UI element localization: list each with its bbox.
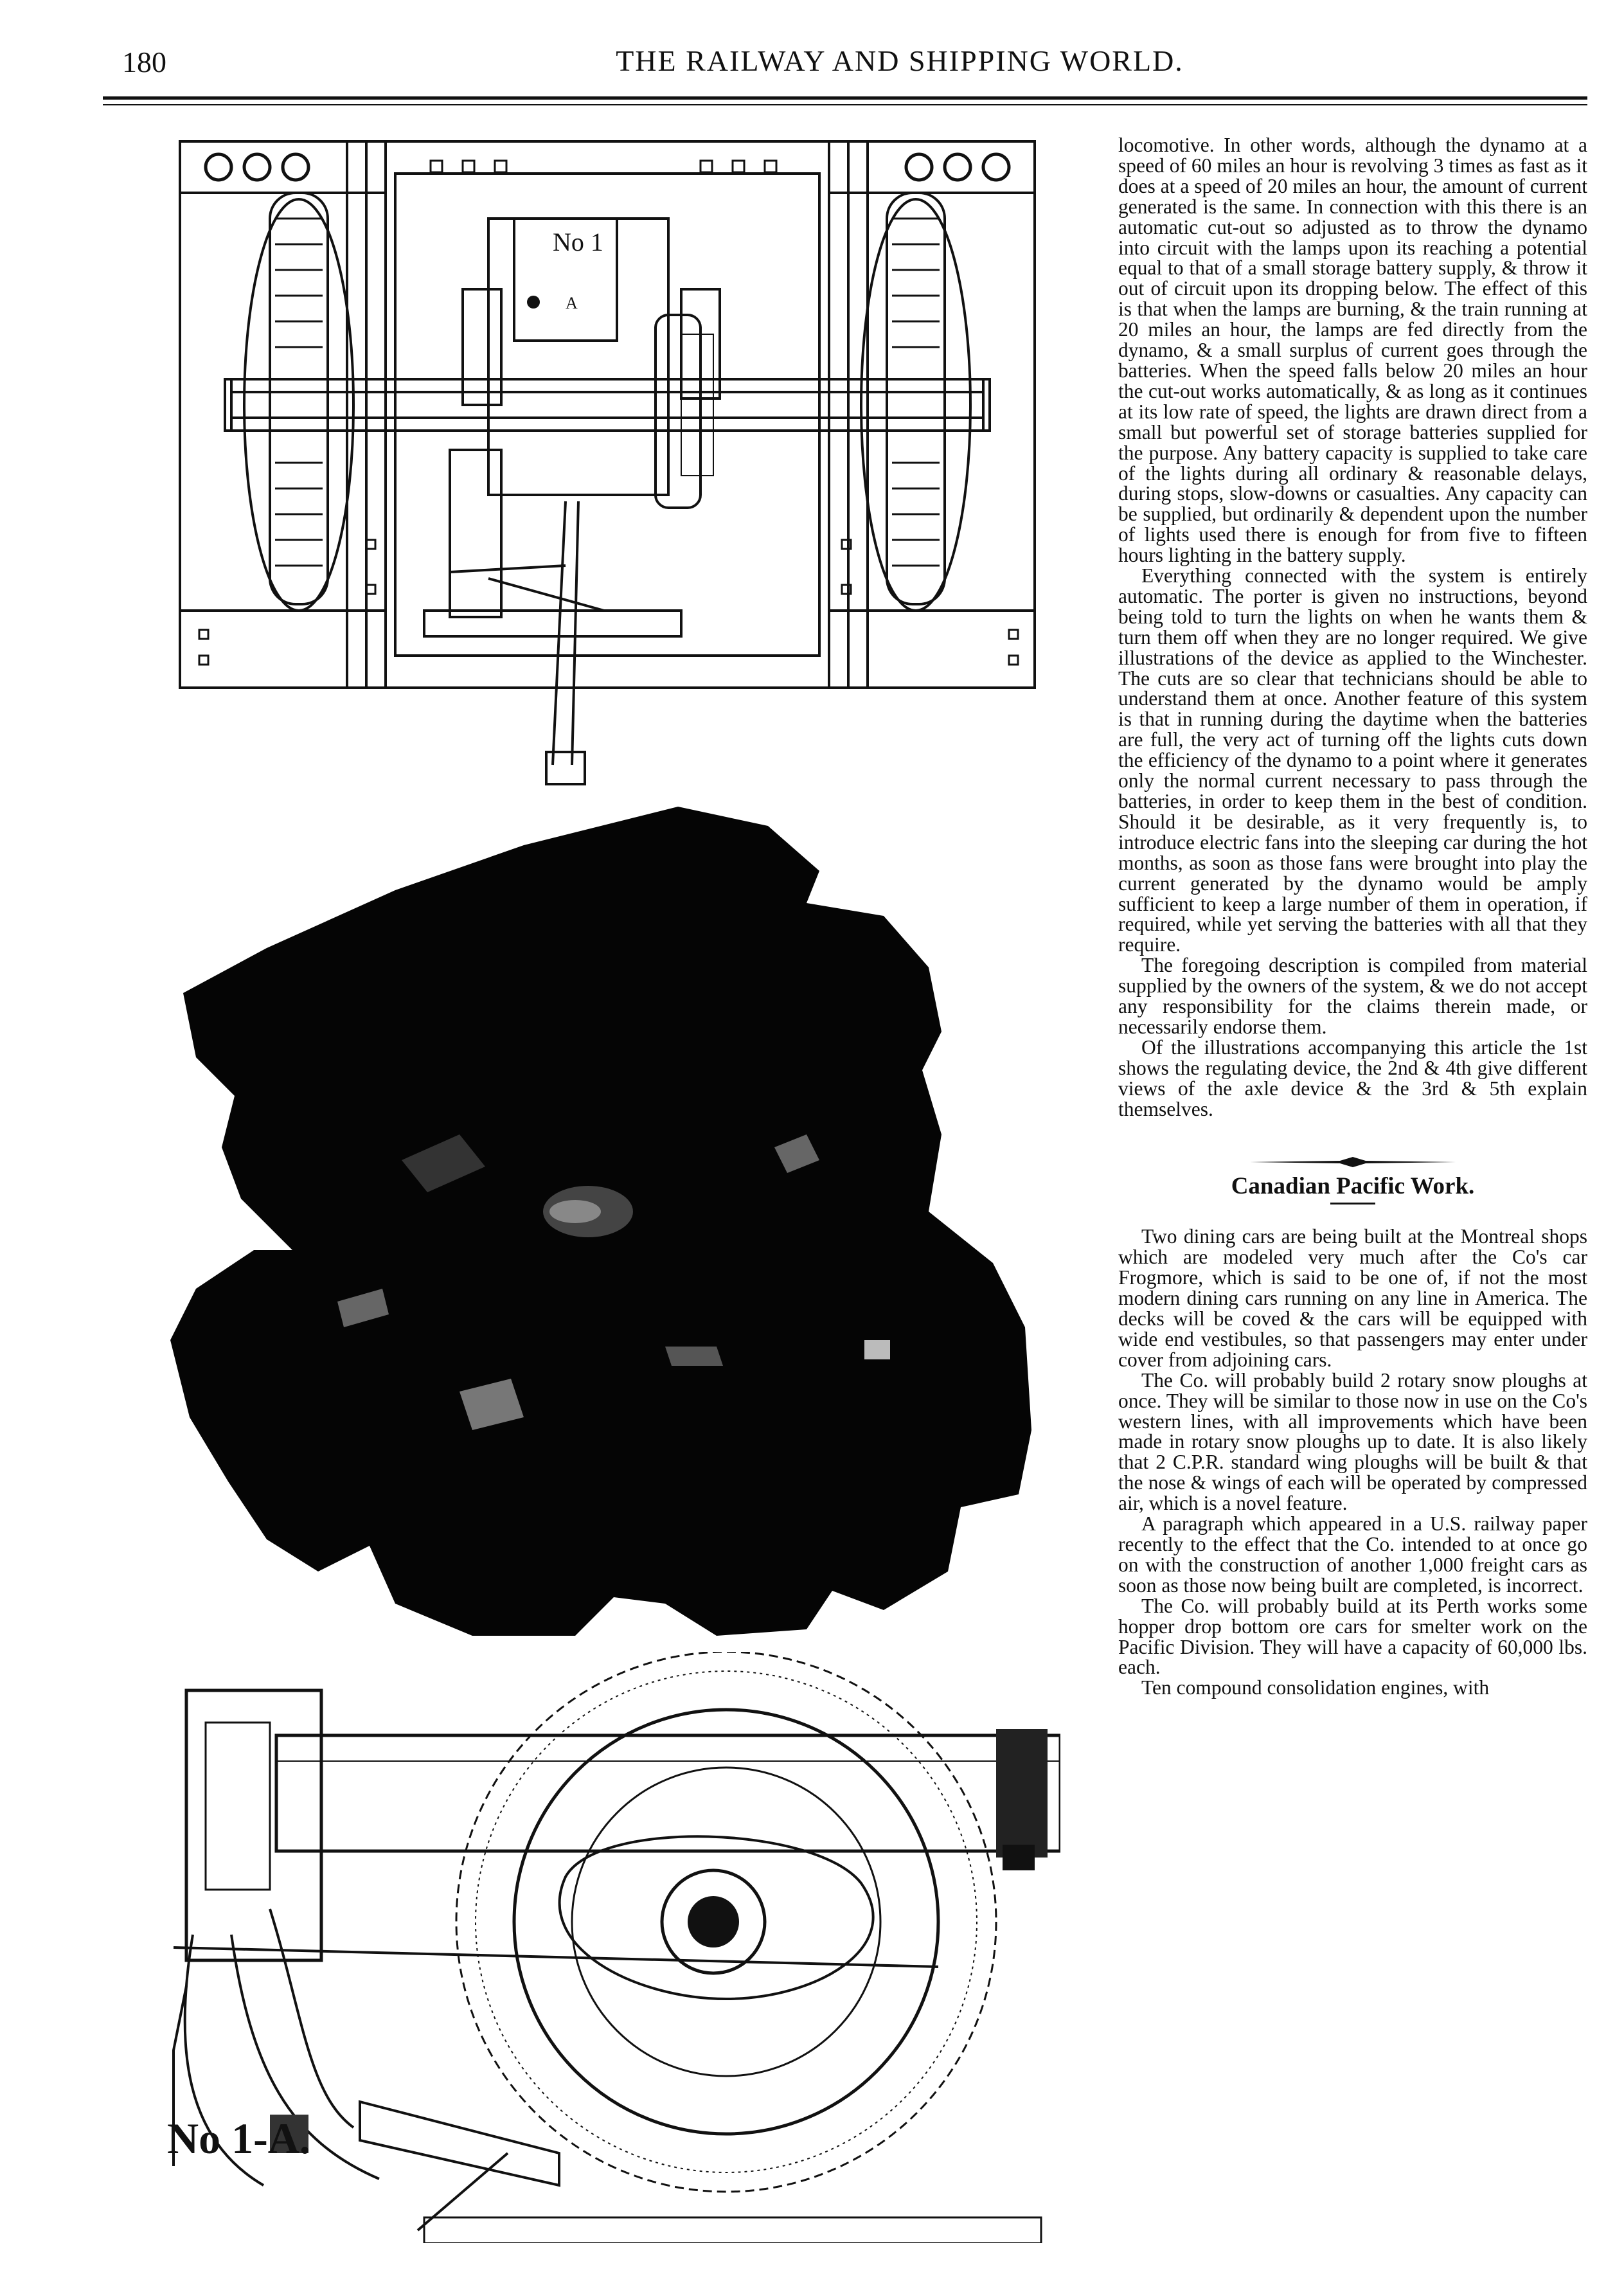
masthead: THE RAILWAY AND SHIPPING WORLD.: [616, 44, 1184, 77]
top-rule: [103, 96, 1587, 100]
section-ornament: [1250, 1157, 1456, 1167]
figure-axle-photo: [125, 800, 1060, 1649]
figure-side-elevation: [148, 1652, 1060, 2243]
article2-title: Canadian Pacific Work.: [1231, 1172, 1475, 1199]
truck-plan-drawing: [154, 122, 1060, 797]
article2-paragraph-1: Two dining cars are being built at the Montreal shops which are modeled very much after the Co's car Frogmore, which is said to be one of, if not the most modern dining cars running on any line in America. The decks will be coved & the cars will be equipped with wide end vestibules, so that passengers may enter under cover from adjoining cars.: [1118, 1225, 1587, 1371]
article1-paragraph-2: Everything connected with the system is entirely automatic. The porter is given no instructions, beyond being told to turn the lights on when he wants them & turn them off when they are no longer required. We give illustrations of the device as applied to the Winchester. The cuts are so clear that technicians should be able to understand them at once. Another feature of this system is that in running during the daytime when the batteries are full, the very act of turning off the lights cuts down the efficiency of the dynamo to a point where it generates only the normal current necessary to pass through the batteries, in order to keep them in the best of condition. Should it be desirable, as it very frequently is, to introduce electric fans into the sleeping car during the hot months, as soon as those fans were brought into play the current generated by the dynamo would be amply sufficient to keep a large number of them in operation, if required, while yet serving the batteries with all that they require.: [1118, 564, 1587, 956]
article2-paragraph-2: The Co. will probably build 2 rotary snow ploughs at once. They will be similar to those now in use on the Co's western lines, with all improvements which have been made in rotary snow ploughs up to date. It is also likely that 2 C.P.R. standard wing ploughs will be built & that the nose & wings of each will be operated by compressed air, which is a novel feature.: [1118, 1368, 1587, 1515]
article1-paragraph-3: The foregoing description is compiled from material supplied by the owners of the system, & we do not accept any responsibility for the claims therein made, or necessarily endorse them.: [1118, 954, 1587, 1038]
article2-paragraph-4: The Co. will probably build at its Perth works some hopper drop bottom ore cars for smelter work on the Pacific Division. They will have a capacity of 60,000 lbs. each.: [1118, 1594, 1587, 1679]
axle-photo-silhouette: [125, 800, 1060, 1649]
article1-paragraph-1: locomotive. In other words, although the dynamo at a speed of 60 miles an hour is revolving 3 times as fast as it does at a speed of 20 miles an hour, the amount of current generated is the same. In connection with this there is an automatic cut-out so adjusted as to throw the dynamo into circuit with the lamps upon its reaching a potential equal to that of a small storage battery supply, & throw it out of circuit upon its dropping below. The effect of this is that when the lamps are burning, & the train running at 20 miles an hour, the lamps are fed directly from the dynamo, & a small surplus of current goes through the batteries. When the speed falls below 20 miles an hour the cut-out works automatically, & as long as it continues at its low rate of speed, the lights are drawn direct from a small but powerful set of storage batteries supplied for the purpose. Any battery capacity is supplied to take care of the lights during all ordinary & reasonable delays, during stops, slow-downs or casualties. Any capacity can be supplied, but ordinarily & dependent upon the number of lights used there is enough for from five to fifteen hours lighting in the battery supply.: [1118, 134, 1587, 567]
title-rule: [1330, 1203, 1375, 1204]
article2-paragraph-5: Ten compound consolidation engines, with: [1141, 1676, 1490, 1699]
figure-truck-plan: [154, 122, 1060, 797]
figure-top-label: No 1: [553, 228, 603, 256]
article1-paragraph-4: Of the illustrations accompanying this article the 1st shows the regulating device, the 2nd & 4th give different views of the axle device & the 3rd & 5th explain themselves.: [1118, 1035, 1587, 1120]
side-elevation-drawing: [148, 1652, 1060, 2243]
text-column: [1118, 135, 1587, 1698]
figure-top-mark: A: [566, 294, 578, 312]
figure-bottom-label: No 1-A.: [167, 2114, 310, 2163]
article2-paragraph-3: A paragraph which appeared in a U.S. railway paper recently to the effect that the Co. intended to at once go on with the construction of another 1,000 freight cars as soon as those now being built are completed, is incorrect.: [1118, 1512, 1587, 1597]
top-rule-thin: [103, 104, 1587, 105]
page-number: 180: [122, 46, 166, 78]
